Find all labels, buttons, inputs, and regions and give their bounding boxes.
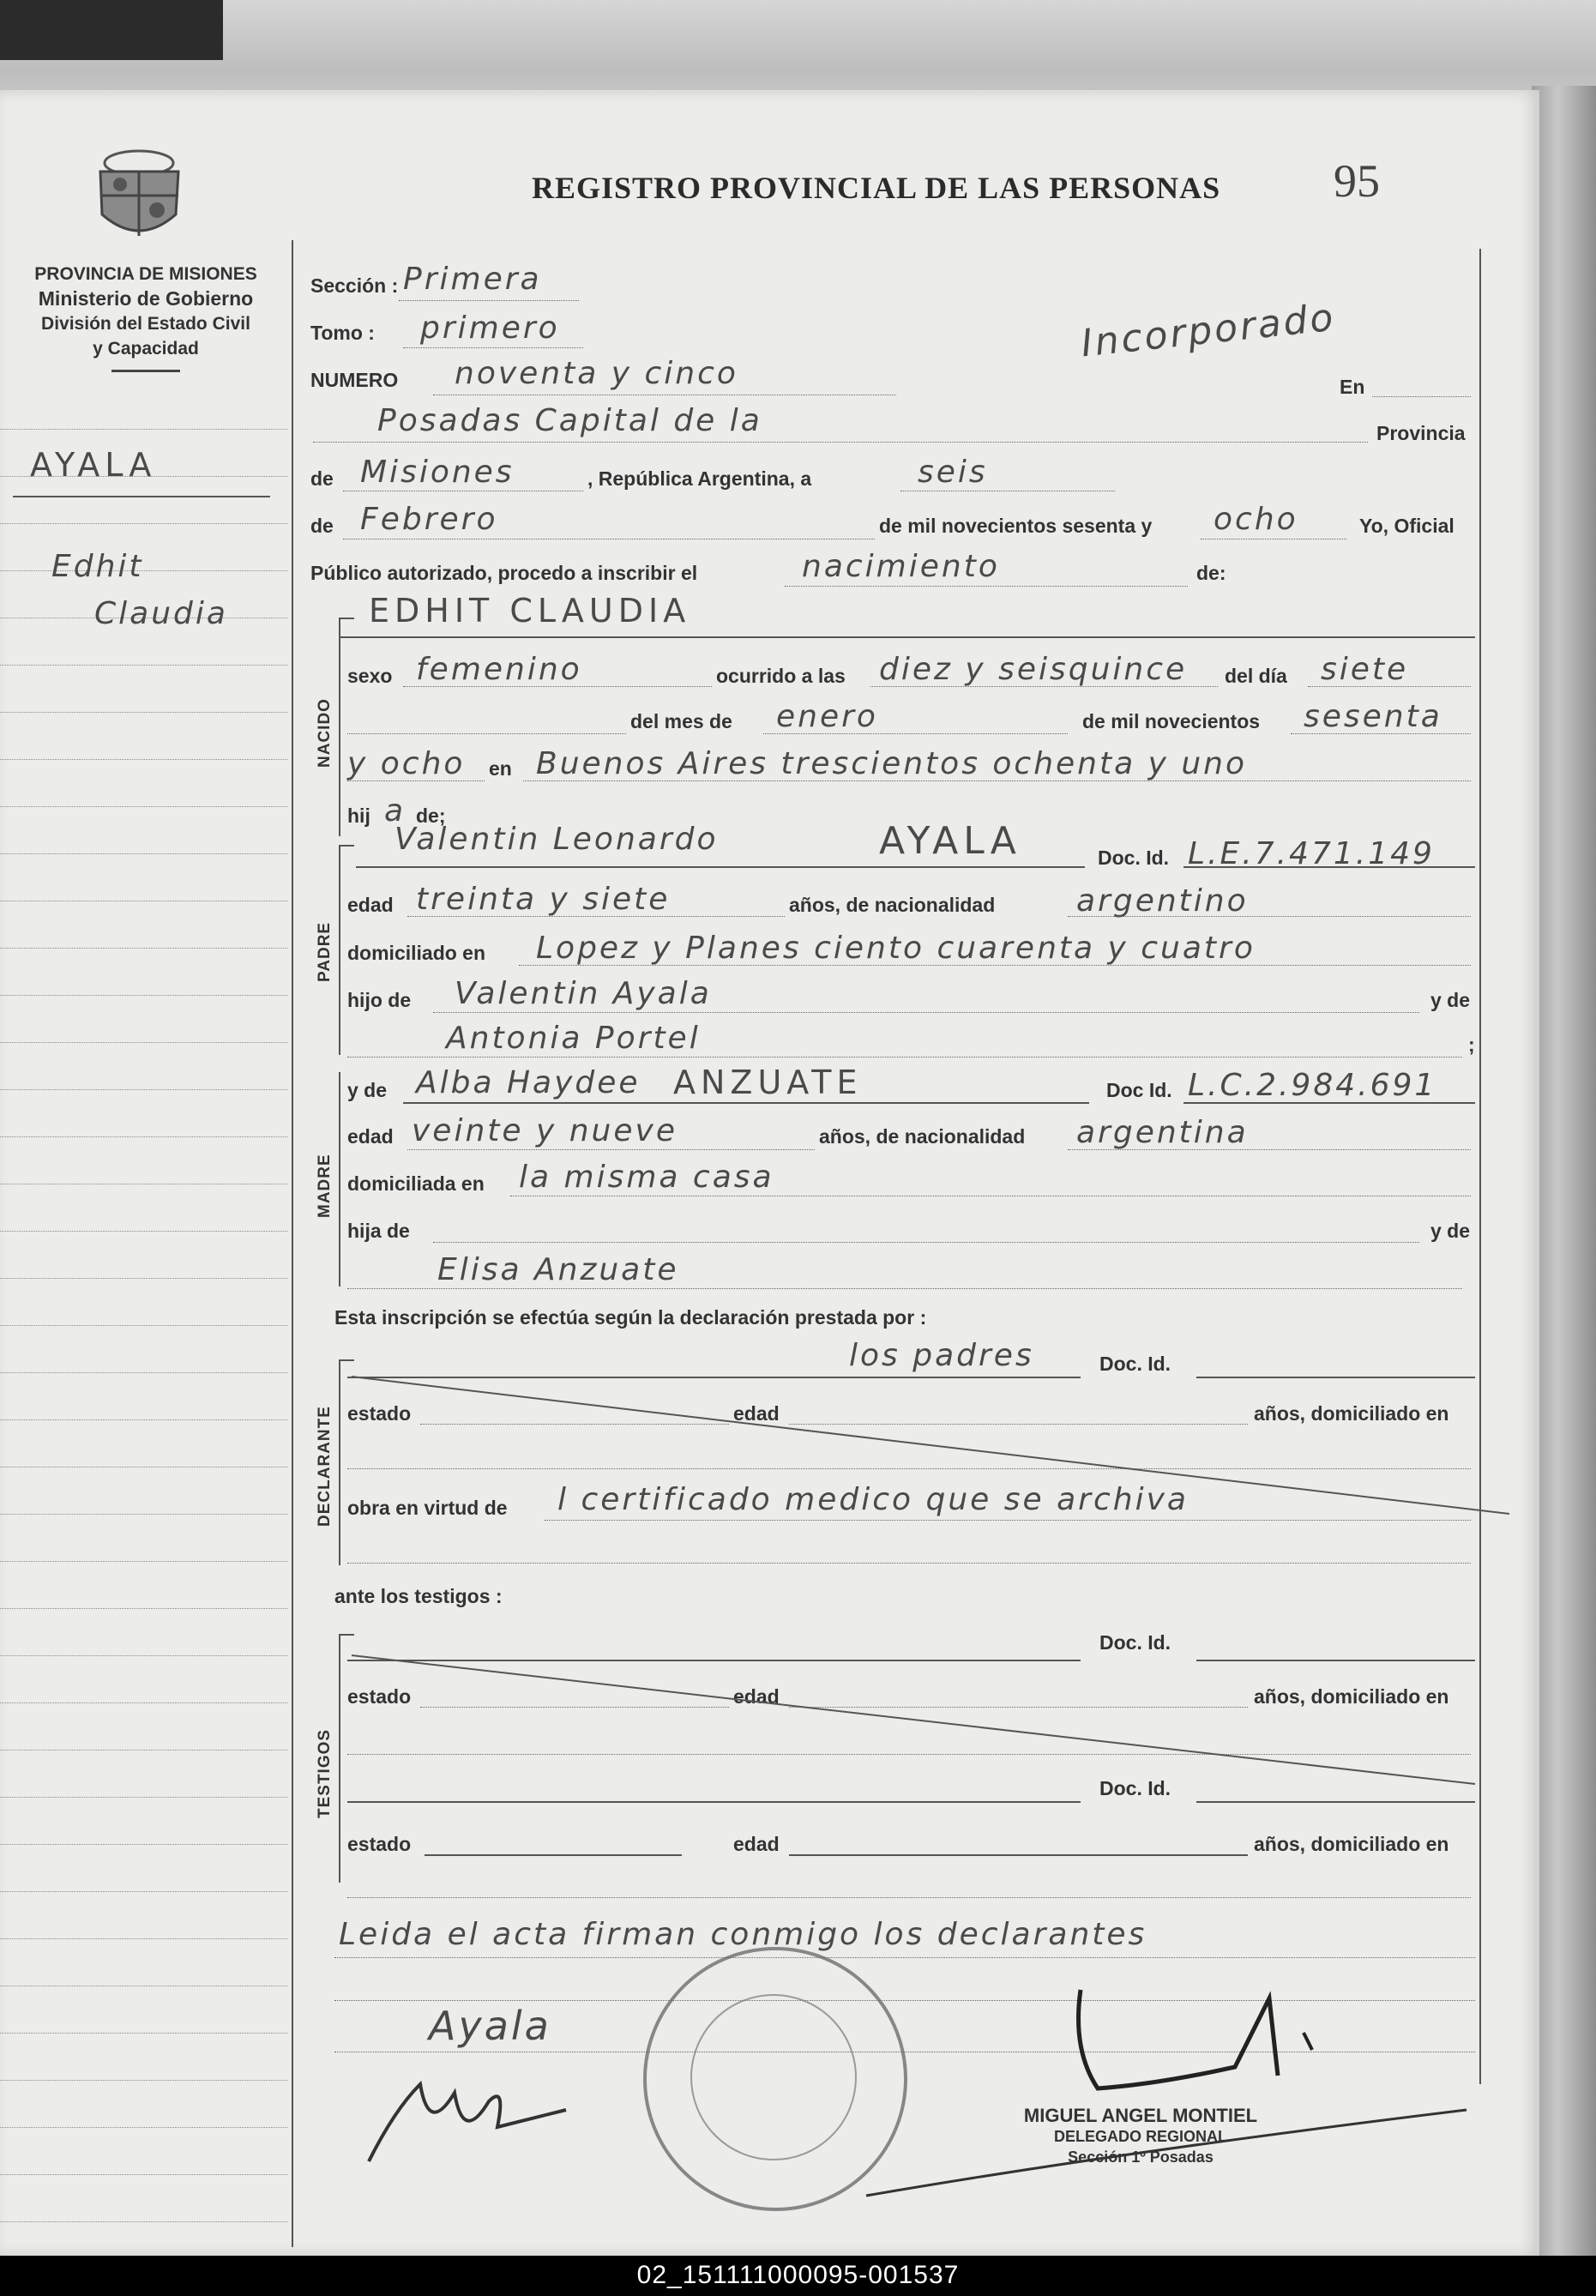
dia-value: seis	[918, 455, 988, 490]
margin-rule	[0, 1891, 287, 1892]
lugar-value: Posadas Capital de la	[377, 403, 762, 438]
en-line	[1372, 396, 1471, 397]
oficial-nombre: MIGUEL ANGEL MONTIEL	[1023, 2105, 1258, 2126]
padre-domicilio-value: Lopez y Planes ciento cuarenta y cuatro	[536, 931, 1256, 966]
lugar-nac-value: Buenos Aires trescientos ochenta y uno	[536, 746, 1248, 781]
margin-rule	[0, 1278, 287, 1279]
seccion-line	[399, 300, 579, 301]
official-signature-icon	[1021, 1981, 1381, 2110]
issuing-authority	[0, 262, 292, 372]
declarante-intro: Esta inscripción se efectúa según la declaración prestada por :	[334, 1306, 927, 1329]
dia-nac-value: siete	[1321, 652, 1409, 687]
hora-line	[870, 686, 1218, 687]
margin-rule	[0, 665, 287, 666]
padre-hijo-label: hijo de	[347, 989, 412, 1011]
mes-value: Febrero	[360, 502, 498, 537]
dia-nac-line	[1308, 686, 1471, 687]
margin-rule	[0, 1844, 287, 1845]
seccion-value: Primera	[403, 262, 542, 297]
madre-doc-line	[1183, 1102, 1475, 1104]
declarante-bracket	[339, 1359, 340, 1565]
annotation-signature: Incorporado	[1079, 295, 1338, 366]
margin-rule	[0, 1797, 287, 1798]
padre-padre-line	[433, 1012, 1419, 1013]
nacido-bracket-top	[339, 618, 354, 619]
testigos-tag: TESTIGOS	[316, 1728, 334, 1818]
margin-rule	[0, 1089, 287, 1090]
madre-bracket	[339, 1072, 340, 1287]
republica-label: , República Argentina, a	[587, 467, 812, 490]
margin-rule	[0, 2080, 287, 2081]
margin-rule	[0, 2033, 287, 2034]
page-number: 95	[1334, 155, 1380, 207]
sexo-value: femenino	[416, 652, 582, 687]
margin-rule	[0, 806, 287, 807]
madre-hija-label: hija de	[347, 1220, 410, 1242]
mes-nac-lead-line	[347, 733, 626, 734]
publico-label: Público autorizado, procedo a inscribir el	[310, 562, 698, 584]
padre-y-de-label: y de	[1430, 989, 1471, 1011]
provincia-value: Misiones	[360, 455, 515, 490]
padre-edad-line	[407, 916, 785, 917]
margin-rule	[0, 1514, 287, 1515]
madre-madre-value: Elisa Anzuate	[437, 1252, 679, 1287]
declarante-obra-value: l certificado medico que se archiva	[557, 1482, 1189, 1517]
oficial-cargo: DELEGADO REGIONAL	[1053, 2128, 1227, 2145]
de-mes-label: de	[310, 515, 334, 537]
nacido-tag: NACIDO	[316, 698, 334, 768]
sexo-line	[403, 686, 712, 687]
provincia-label: Provincia	[1376, 422, 1466, 444]
padre-bracket-top	[339, 845, 354, 847]
margin-given-name-2: Claudia	[94, 596, 228, 631]
yo-oficial-label: Yo, Oficial	[1359, 515, 1454, 537]
declarante-estado-label: estado	[347, 1402, 412, 1425]
coat-of-arms-icon	[90, 146, 189, 249]
madre-nombre: Alba Haydee	[416, 1065, 641, 1100]
hij-value: a	[384, 793, 407, 829]
mil-nac-label: de mil novecientos	[1082, 710, 1261, 732]
margin-rule	[0, 1325, 287, 1326]
padre-edad-label: edad	[347, 894, 394, 916]
madre-nombre-line	[403, 1102, 1089, 1104]
testigo1-edad-label: edad	[733, 1685, 780, 1708]
oficial-seccion: Sección 1º Posadas	[1068, 2148, 1214, 2166]
madre-nacionalidad-value: argentina	[1076, 1115, 1249, 1150]
margin-rule	[0, 2127, 287, 2128]
declarante-anos-label: años, domiciliado en	[1254, 1402, 1449, 1425]
testigo2-estado-label: estado	[347, 1833, 412, 1855]
lugar-nac-line	[523, 780, 1471, 781]
acto-line	[785, 586, 1188, 587]
testigos-bracket	[339, 1634, 340, 1883]
hora-value: diez y seisquince	[879, 652, 1188, 687]
madre-edad-label: edad	[347, 1125, 394, 1148]
padre-nombre: Valentin Leonardo	[394, 822, 719, 857]
madre-hija-line	[433, 1242, 1419, 1243]
org-line-4: y Capacidad	[93, 339, 199, 359]
padre-bracket	[339, 845, 340, 1055]
de-colon-label: de:	[1196, 562, 1226, 584]
cierre-line	[334, 1957, 1475, 1958]
madre-doc-value: L.C.2.984.691	[1188, 1068, 1437, 1103]
madre-apellido: ANZUATE	[673, 1064, 863, 1101]
declarante-tag: DECLARANTE	[316, 1406, 334, 1527]
margin-rule	[0, 1608, 287, 1609]
book-cover-corner	[0, 0, 223, 60]
seccion-label: Sección :	[310, 274, 399, 297]
padre-nacionalidad-line	[1068, 916, 1471, 917]
surname-underline	[13, 496, 270, 497]
padre-padre-value: Valentin Ayala	[455, 976, 712, 1011]
testigo1-doc-label: Doc. Id.	[1099, 1631, 1171, 1654]
cierre-texto: Leida el acta firman conmigo los declarantes	[339, 1917, 1147, 1952]
mes-nac-label: del mes de	[630, 710, 732, 732]
anio-nac-line	[1291, 733, 1471, 734]
padre-tag: PADRE	[316, 921, 334, 982]
padre-doc-label: Doc. Id.	[1098, 847, 1170, 869]
testigo1-anos-label: años, domiciliado en	[1254, 1685, 1449, 1708]
madre-edad-line	[407, 1149, 815, 1150]
margin-rule	[0, 759, 287, 760]
margin-rule	[0, 1750, 287, 1751]
margin-rule	[0, 853, 287, 854]
anio-nac-value: sesenta	[1304, 699, 1442, 734]
document-id: 02_151111000095-001537	[636, 2261, 960, 2289]
madre-y-de2-label: y de	[1430, 1220, 1471, 1242]
margin-rule	[0, 523, 287, 524]
lugar-line	[313, 442, 1368, 443]
padre-nacionalidad-value: argentino	[1076, 883, 1249, 919]
cancellation-lines	[343, 1372, 1509, 1921]
madre-madre-line	[347, 1288, 1462, 1289]
madre-doc-label: Doc Id.	[1106, 1079, 1172, 1101]
margin-rule	[0, 1419, 287, 1420]
margin-rule	[0, 1702, 287, 1703]
margin-rule	[0, 948, 287, 949]
tomo-line	[403, 347, 583, 348]
mes-nac-value: enero	[776, 699, 878, 734]
padre-semicolon: ;	[1468, 1034, 1475, 1056]
acto-value: nacimiento	[802, 549, 1000, 584]
del-dia-label: del día	[1225, 665, 1287, 687]
margin-rule	[0, 1231, 287, 1232]
en-label: En	[1340, 376, 1365, 398]
margin-rule	[0, 2174, 287, 2175]
padre-apellido: AYALA	[879, 819, 1021, 863]
page-title: REGISTRO PROVINCIAL DE LAS PERSONAS	[532, 171, 1221, 205]
de-label: de	[310, 467, 334, 490]
madre-dom-label: domiciliada en	[347, 1172, 485, 1195]
testigo2-anos-label: años, domiciliado en	[1254, 1833, 1449, 1855]
official-seal-inner	[690, 1994, 857, 2160]
declarante-doc-label: Doc. Id.	[1099, 1353, 1171, 1375]
padre-anos-label: años, de nacionalidad	[789, 894, 996, 916]
madre-domicilio-value: la misma casa	[519, 1160, 774, 1195]
madre-anos-label: años, de nacionalidad	[819, 1125, 1026, 1148]
padre-madre-value: Antonia Portel	[446, 1021, 701, 1056]
declarante-obra-label: obra en virtud de	[347, 1497, 508, 1519]
margin-rule	[0, 995, 287, 996]
margin-given-name-1: Edhit	[51, 549, 144, 584]
declarante-bracket-top	[339, 1359, 354, 1361]
anio-nac-value-2: y ocho	[347, 746, 466, 781]
sexo-label: sexo	[347, 665, 393, 687]
signature-mark-icon	[360, 2058, 583, 2178]
nacido-nombre-line	[339, 636, 1475, 638]
nacido-bracket	[339, 618, 340, 836]
margin-rule	[0, 1938, 287, 1939]
tomo-label: Tomo :	[310, 322, 375, 344]
padre-edad-value: treinta y siete	[416, 882, 671, 917]
en-nac-label: en	[489, 757, 512, 780]
testigo1-estado-label: estado	[347, 1685, 412, 1708]
madre-edad-value: veinte y nueve	[412, 1113, 678, 1148]
org-line-3: División del Estado Civil	[41, 314, 250, 334]
numero-label: NUMERO	[310, 369, 399, 391]
margin-rule	[0, 1561, 287, 1562]
ocurrido-label: ocurrido a las	[716, 665, 846, 687]
declarante-por-value: los padres	[849, 1338, 1034, 1373]
margin-surname: AYALA	[30, 446, 157, 484]
padre-doc-value: L.E.7.471.149	[1188, 836, 1435, 871]
testigo2-doc-label: Doc. Id.	[1099, 1777, 1171, 1799]
padre-doc-line	[1183, 866, 1475, 868]
margin-rule	[0, 1136, 287, 1137]
margin-rule	[0, 429, 287, 430]
madre-tag: MADRE	[316, 1154, 334, 1218]
margin-rule	[0, 1655, 287, 1656]
nacido-nombre: EDHIT CLAUDIA	[369, 592, 691, 630]
hij-de-label: de;	[416, 805, 446, 827]
padre-madre-line	[347, 1057, 1462, 1058]
declarante-edad-label: edad	[733, 1402, 780, 1425]
margin-rule	[0, 1372, 287, 1373]
testigo2-edad-label: edad	[733, 1833, 780, 1855]
book-spine	[1532, 86, 1596, 2256]
signature-underline-stroke	[858, 2101, 1475, 2204]
padre-domicilio-line	[519, 965, 1471, 966]
anio-value: ocho	[1214, 502, 1298, 537]
margin-rule	[0, 2221, 287, 2222]
margin-divider	[292, 240, 293, 2247]
margin-rule	[0, 712, 287, 713]
testigos-intro: ante los testigos :	[334, 1585, 503, 1607]
org-line-1: PROVINCIA DE MISIONES	[34, 264, 257, 284]
anio-label: de mil novecientos sesenta y	[879, 515, 1153, 537]
margin-rule	[0, 1042, 287, 1043]
padre-dom-label: domiciliado en	[347, 942, 486, 964]
madre-y-de-label: y de	[347, 1079, 388, 1101]
madre-nacionalidad-line	[1068, 1149, 1471, 1150]
firma-ayala: Ayala	[429, 2003, 551, 2049]
padre-nombre-line	[356, 866, 1085, 868]
anio2-line	[347, 780, 485, 781]
org-line-2: Ministerio de Gobierno	[38, 287, 254, 310]
hij-label: hij	[347, 805, 370, 827]
mes-nac-line	[763, 733, 1068, 734]
tomo-value: primero	[420, 310, 560, 346]
numero-value: noventa y cinco	[455, 356, 738, 391]
